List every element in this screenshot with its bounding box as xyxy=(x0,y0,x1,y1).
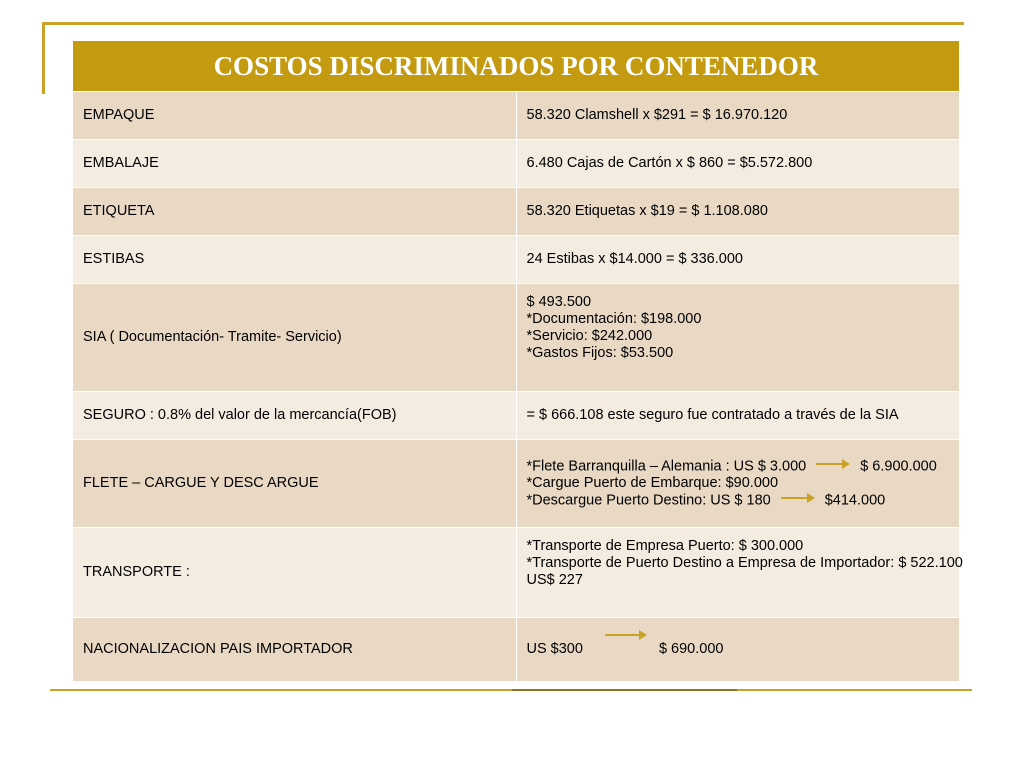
value-line: *Documentación: $198.000 xyxy=(526,311,702,327)
value-line: 58.320 Clamshell x $291 = $ 16.970.120 xyxy=(526,107,788,123)
table-row-embalaje xyxy=(73,140,960,188)
value-line: 6.480 Cajas de Cartón x $ 860 = $5.572.800 xyxy=(526,155,813,171)
value-line xyxy=(527,641,950,658)
table-row-transporte xyxy=(73,528,960,618)
value-line: *Gastos Fijos: $53.500 xyxy=(526,345,674,361)
flete-text: *Flete Barranquilla – Alemania : US $ 3.000 xyxy=(526,458,807,474)
row-label: FLETE – CARGUE Y DESC ARGUE xyxy=(73,440,517,528)
value-line: = $ 666.108 este seguro fue contratado a través de la SIA xyxy=(526,407,899,423)
row-label: EMBALAJE xyxy=(73,140,517,188)
row-label: EMPAQUE xyxy=(73,92,517,140)
frame-bottom-shade xyxy=(512,689,737,691)
table-header-row xyxy=(73,41,960,92)
row-label: SEGURO : 0.8% del valor de la mercancía(FOB) xyxy=(73,392,517,440)
nacionalizacion-usd: US $300 xyxy=(526,641,583,657)
value-line: *Cargue Puerto de Embarque: $90.000 xyxy=(526,475,779,491)
row-value xyxy=(516,618,960,682)
arrow-right-icon xyxy=(781,492,815,509)
value-line: 58.320 Etiquetas x $19 = $ 1.108.080 xyxy=(526,203,768,219)
value-line: *Servicio: $242.000 xyxy=(526,328,653,344)
frame-top-line xyxy=(42,22,964,25)
table-row-empaque xyxy=(73,92,960,140)
row-value xyxy=(516,284,960,392)
row-value xyxy=(516,440,960,528)
table-title: COSTOS DISCRIMINADOS POR CONTENEDOR xyxy=(73,41,960,92)
frame-bottom-line xyxy=(50,689,972,691)
row-value xyxy=(516,236,960,284)
table-row-nacionalizacion xyxy=(73,618,960,682)
descargue-total: $414.000 xyxy=(824,492,886,509)
row-value xyxy=(516,528,963,618)
nacionalizacion-total: $ 690.000 xyxy=(658,641,724,657)
descargue-text: *Descargue Puerto Destino: US $ 180 xyxy=(526,492,771,509)
row-label: TRANSPORTE : xyxy=(73,528,517,618)
value-line xyxy=(527,458,950,475)
row-label: ESTIBAS xyxy=(73,236,517,284)
row-value xyxy=(516,92,960,140)
arrow-right-icon xyxy=(605,629,647,646)
value-line: US$ 227 xyxy=(526,572,583,588)
table-row-estibas xyxy=(73,236,960,284)
row-label: NACIONALIZACION PAIS IMPORTADOR xyxy=(73,618,517,682)
row-value xyxy=(516,140,960,188)
row-label: SIA ( Documentación- Tramite- Servicio) xyxy=(73,284,517,392)
table-row-seguro xyxy=(73,392,960,440)
value-line: 24 Estibas x $14.000 = $ 336.000 xyxy=(526,251,743,267)
arrow-right-icon xyxy=(816,458,850,475)
cost-table xyxy=(72,40,963,682)
row-label: ETIQUETA xyxy=(73,188,517,236)
value-line: *Transporte de Puerto Destino a Empresa de Importador: $ 522.100 xyxy=(526,555,963,571)
value-line: *Transporte de Empresa Puerto: $ 300.000 xyxy=(526,538,804,554)
value-line: $ 493.500 xyxy=(526,294,592,310)
value-line xyxy=(527,492,950,509)
table-row-etiqueta xyxy=(73,188,960,236)
flete-total: $ 6.900.000 xyxy=(860,458,937,474)
frame-left-line xyxy=(42,22,45,94)
table-row-flete xyxy=(73,440,960,528)
row-value xyxy=(516,188,960,236)
table-row-sia xyxy=(73,284,960,392)
row-value xyxy=(516,392,960,440)
